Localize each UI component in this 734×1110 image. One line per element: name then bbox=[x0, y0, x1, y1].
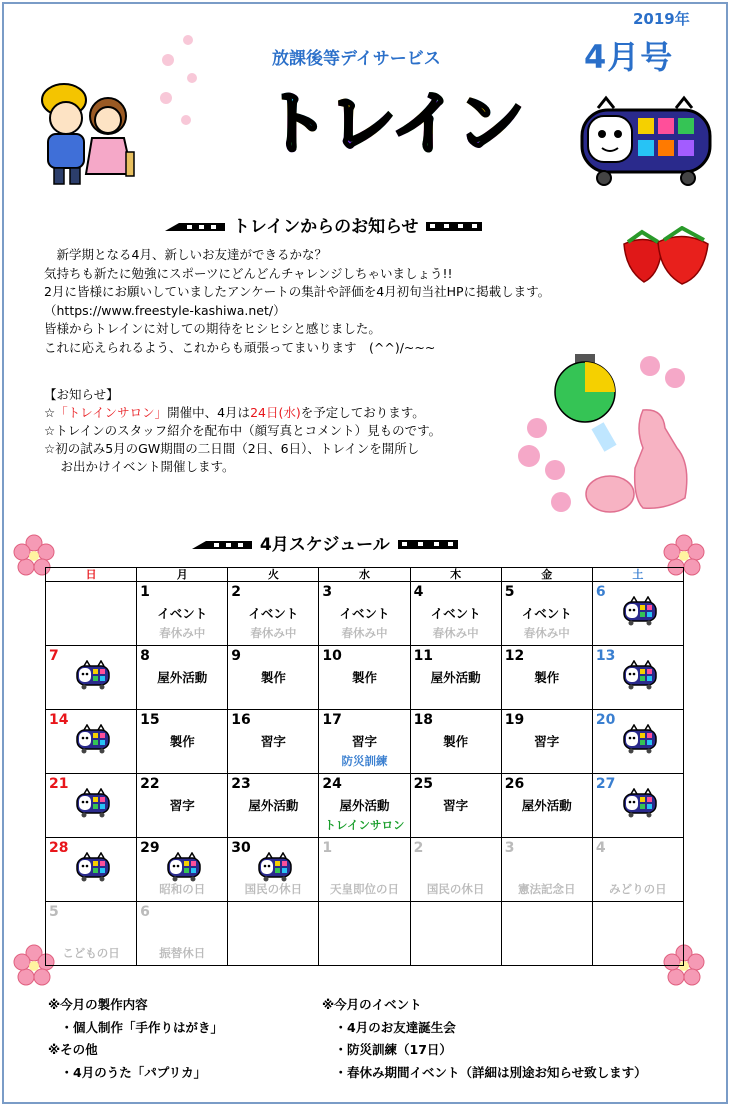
train-icon bbox=[424, 219, 484, 235]
calendar-day-cell bbox=[592, 902, 683, 966]
day-activity: 習字 bbox=[260, 734, 286, 749]
day-number: 13 bbox=[595, 648, 616, 664]
day-note: みどりの日 bbox=[609, 882, 667, 896]
day-note: 防災訓練 bbox=[341, 754, 388, 768]
day-number: 18 bbox=[413, 712, 434, 728]
day-number: 12 bbox=[504, 648, 525, 664]
calendar-day-cell bbox=[46, 646, 137, 710]
calendar-day-cell bbox=[137, 838, 228, 902]
footer-item: ・個人制作「手作りはがき」 bbox=[48, 1019, 224, 1035]
day-note: トレインサロン bbox=[324, 818, 405, 832]
calendar-day-cell bbox=[410, 710, 501, 774]
day-number: 4 bbox=[413, 584, 424, 600]
weekday-thu: 木 bbox=[410, 568, 501, 582]
day-note: 憲法記念日 bbox=[518, 882, 576, 896]
day-activity: 屋外活動 bbox=[248, 798, 299, 813]
calendar-day-cell bbox=[410, 646, 501, 710]
day-number: 28 bbox=[49, 840, 69, 856]
day-number: 5 bbox=[504, 584, 515, 600]
calendar-day-cell bbox=[137, 646, 228, 710]
day-note: こどもの日 bbox=[62, 946, 120, 960]
calendar-day-cell bbox=[46, 710, 137, 774]
calendar-day-cell bbox=[137, 902, 228, 966]
day-number: 19 bbox=[504, 712, 525, 728]
day-number: 26 bbox=[504, 776, 525, 792]
news-line: 皆様からトレインに対しての期待をヒシヒシと感じました。 bbox=[44, 321, 381, 337]
day-number: 9 bbox=[231, 648, 242, 664]
calendar-day-cell bbox=[137, 582, 228, 646]
day-note: 春休み中 bbox=[432, 626, 479, 640]
weekday-sat: 土 bbox=[592, 568, 683, 582]
train-character-icon bbox=[623, 788, 657, 822]
train-character-icon bbox=[76, 788, 110, 822]
day-note: 振替休日 bbox=[159, 946, 206, 960]
day-number: 7 bbox=[49, 648, 59, 664]
day-number: 3 bbox=[504, 840, 515, 856]
train-character-icon bbox=[76, 852, 110, 886]
day-activity: 製作 bbox=[443, 734, 469, 749]
issue-label: 4月号 bbox=[584, 38, 674, 76]
day-activity: イベント bbox=[430, 606, 481, 621]
footer-item: ・防災訓練（17日） bbox=[322, 1042, 452, 1057]
news-heading-text: トレインからのお知らせ bbox=[232, 217, 419, 237]
service-name: 放課後等デイサービス bbox=[272, 49, 441, 69]
news-heading bbox=[163, 212, 484, 237]
calendar-day-cell bbox=[228, 838, 319, 902]
day-number: 20 bbox=[595, 712, 616, 728]
calendar-day-cell bbox=[46, 774, 137, 838]
day-note: 天皇即位の日 bbox=[329, 882, 399, 896]
train-icon bbox=[163, 219, 227, 235]
train-character-icon bbox=[76, 724, 110, 758]
news-line: これに応えられるよう、これからも頑張ってまいります (^^)/~~~ bbox=[44, 339, 436, 355]
news-line: 2月に皆様にお願いしていましたアンケートの集計や評価を4月初旬当社HPに掲載します。 bbox=[44, 284, 551, 300]
news-line: 新学期となる4月、新しいお友達ができるかな？ bbox=[44, 247, 327, 262]
notice-line-2: ☆トレインのスタッフ紹介を配布中（顔写真とコメント）見ものです。 bbox=[44, 423, 442, 438]
day-activity: イベント bbox=[248, 606, 299, 621]
footer-item: ※今月のイベント bbox=[322, 997, 422, 1012]
day-number: 8 bbox=[140, 648, 150, 664]
train-character-icon bbox=[76, 660, 110, 694]
day-activity: 習字 bbox=[169, 798, 195, 813]
day-number: 29 bbox=[140, 840, 160, 856]
newsletter-title: トレイン bbox=[262, 70, 523, 167]
train-character-illustration bbox=[578, 94, 714, 186]
weekday-fri: 金 bbox=[501, 568, 592, 582]
calendar-day-cell bbox=[319, 774, 410, 838]
notice-text: 開催中、4月は bbox=[167, 405, 251, 420]
calendar-day-cell bbox=[410, 774, 501, 838]
news-line: 気持ちも新たに勉強にスポーツにどんどんチャレンジしちゃいましょう!! bbox=[44, 265, 453, 281]
calendar-day-cell bbox=[228, 710, 319, 774]
day-activity: 屋外活動 bbox=[157, 670, 208, 685]
notice-salon-date: 24日(水) bbox=[250, 405, 301, 420]
notice-line-1 bbox=[44, 404, 441, 422]
calendar-week-row bbox=[46, 902, 684, 966]
train-character-icon bbox=[623, 596, 657, 630]
schedule-heading bbox=[190, 530, 460, 555]
notice-block bbox=[44, 386, 441, 476]
day-activity: 製作 bbox=[169, 734, 195, 749]
footer-left bbox=[48, 994, 223, 1084]
day-activity: 製作 bbox=[351, 670, 377, 685]
day-number: 5 bbox=[49, 904, 59, 920]
strawberry-illustration bbox=[618, 226, 716, 286]
day-number: 6 bbox=[140, 904, 150, 920]
footer-item: ・4月のお友達誕生会 bbox=[322, 1019, 456, 1035]
day-activity: 屋外活動 bbox=[521, 798, 572, 813]
weekday-wed: 水 bbox=[319, 568, 410, 582]
calendar-day-cell bbox=[319, 838, 410, 902]
calendar-week-row bbox=[46, 710, 684, 774]
day-number: 1 bbox=[322, 840, 333, 856]
calendar-week-row bbox=[46, 838, 684, 902]
notice-line-3: ☆初の試み5月のGW期間の二日間（2日、6日）、トレインを開所し bbox=[44, 441, 420, 456]
year-label: 2019年 bbox=[633, 10, 690, 28]
day-number: 2 bbox=[231, 584, 242, 600]
day-activity: 屋外活動 bbox=[339, 798, 390, 813]
day-activity: 屋外活動 bbox=[430, 670, 481, 685]
day-number: 27 bbox=[595, 776, 616, 792]
train-icon bbox=[396, 537, 460, 553]
news-line: （https://www.freestyle-kashiwa.net/） bbox=[44, 302, 286, 318]
weekday-tue: 火 bbox=[228, 568, 319, 582]
day-number: 1 bbox=[140, 584, 150, 600]
calendar-week-row bbox=[46, 582, 684, 646]
footer-item: ・春休み期間イベント（詳細は別途お知らせ致します） bbox=[322, 1064, 647, 1080]
day-note: 春休み中 bbox=[250, 626, 297, 640]
footer-item: ※その他 bbox=[48, 1042, 98, 1057]
calendar-week-row bbox=[46, 774, 684, 838]
weekday-mon: 月 bbox=[137, 568, 228, 582]
day-activity: 製作 bbox=[534, 670, 560, 685]
day-note: 春休み中 bbox=[523, 626, 570, 640]
calendar-day-cell bbox=[501, 582, 592, 646]
day-activity: イベント bbox=[339, 606, 390, 621]
train-character-icon bbox=[623, 660, 657, 694]
day-note: 春休み中 bbox=[341, 626, 388, 640]
notice-salon-name: 「トレインサロン」 bbox=[55, 405, 168, 420]
day-number: 30 bbox=[231, 840, 251, 856]
calendar-day-cell bbox=[501, 646, 592, 710]
calendar-day-cell bbox=[501, 774, 592, 838]
calendar-day-cell bbox=[592, 838, 683, 902]
calendar-day-cell bbox=[46, 838, 137, 902]
calendar-day-cell bbox=[228, 582, 319, 646]
day-activity: 習字 bbox=[351, 734, 377, 749]
footer-item: ※今月の製作内容 bbox=[48, 997, 148, 1012]
calendar-day-cell bbox=[410, 582, 501, 646]
notice-line-4: お出かけイベント開催します。 bbox=[44, 459, 235, 474]
day-activity: イベント bbox=[157, 606, 208, 621]
calendar-week-row bbox=[46, 646, 684, 710]
calendar-day-cell bbox=[228, 646, 319, 710]
day-note: 春休み中 bbox=[159, 626, 206, 640]
sakura-petals-decoration bbox=[148, 26, 208, 136]
day-number: 15 bbox=[140, 712, 160, 728]
calendar-day-cell bbox=[46, 902, 137, 966]
calendar-day-cell bbox=[319, 646, 410, 710]
day-number: 22 bbox=[140, 776, 160, 792]
calendar-day-cell bbox=[137, 710, 228, 774]
notice-star: ☆ bbox=[44, 405, 56, 420]
day-note: 国民の休日 bbox=[426, 882, 485, 896]
children-illustration bbox=[28, 72, 148, 190]
calendar-day-cell bbox=[228, 774, 319, 838]
schedule-calendar bbox=[45, 567, 684, 966]
calendar-day-cell bbox=[228, 902, 319, 966]
news-paragraph bbox=[44, 246, 550, 358]
day-activity: イベント bbox=[521, 606, 572, 621]
calendar-day-cell bbox=[592, 710, 683, 774]
day-number: 11 bbox=[413, 648, 434, 664]
calendar-day-cell bbox=[501, 710, 592, 774]
footer-right bbox=[322, 994, 647, 1084]
calendar-day-cell bbox=[319, 582, 410, 646]
calendar-day-cell bbox=[592, 646, 683, 710]
day-activity: 習字 bbox=[534, 734, 560, 749]
day-activity: 製作 bbox=[260, 670, 286, 685]
day-note: 国民の休日 bbox=[244, 882, 303, 896]
notice-text: を予定しております。 bbox=[300, 405, 425, 420]
calendar-day-cell bbox=[410, 838, 501, 902]
weekday-sun: 日 bbox=[46, 568, 137, 582]
day-number: 24 bbox=[322, 776, 342, 792]
day-number: 6 bbox=[595, 584, 606, 600]
day-number: 21 bbox=[49, 776, 69, 792]
calendar-day-cell bbox=[46, 582, 137, 646]
calendar-day-cell bbox=[501, 838, 592, 902]
weekday-header-row bbox=[46, 568, 684, 582]
day-number: 3 bbox=[322, 584, 333, 600]
day-number: 2 bbox=[413, 840, 424, 856]
calendar-day-cell bbox=[319, 902, 410, 966]
schedule-heading-text: 4月スケジュール bbox=[259, 535, 390, 555]
train-character-icon bbox=[623, 724, 657, 758]
day-number: 14 bbox=[49, 712, 69, 728]
notice-heading: 【お知らせ】 bbox=[44, 387, 119, 402]
day-number: 23 bbox=[231, 776, 251, 792]
day-number: 17 bbox=[322, 712, 342, 728]
calendar-day-cell bbox=[137, 774, 228, 838]
day-number: 10 bbox=[322, 648, 342, 664]
day-note: 昭和の日 bbox=[159, 882, 206, 896]
day-activity: 習字 bbox=[443, 798, 469, 813]
day-number: 16 bbox=[231, 712, 251, 728]
day-number: 25 bbox=[413, 776, 434, 792]
calendar-day-cell bbox=[501, 902, 592, 966]
calendar-day-cell bbox=[592, 774, 683, 838]
calendar-day-cell bbox=[592, 582, 683, 646]
day-number: 4 bbox=[595, 840, 606, 856]
calendar-day-cell bbox=[410, 902, 501, 966]
footer-item: ・4月のうた「パプリカ」 bbox=[48, 1064, 207, 1080]
train-icon bbox=[190, 537, 254, 553]
calendar-day-cell bbox=[319, 710, 410, 774]
lantern-sake-illustration bbox=[515, 348, 700, 523]
